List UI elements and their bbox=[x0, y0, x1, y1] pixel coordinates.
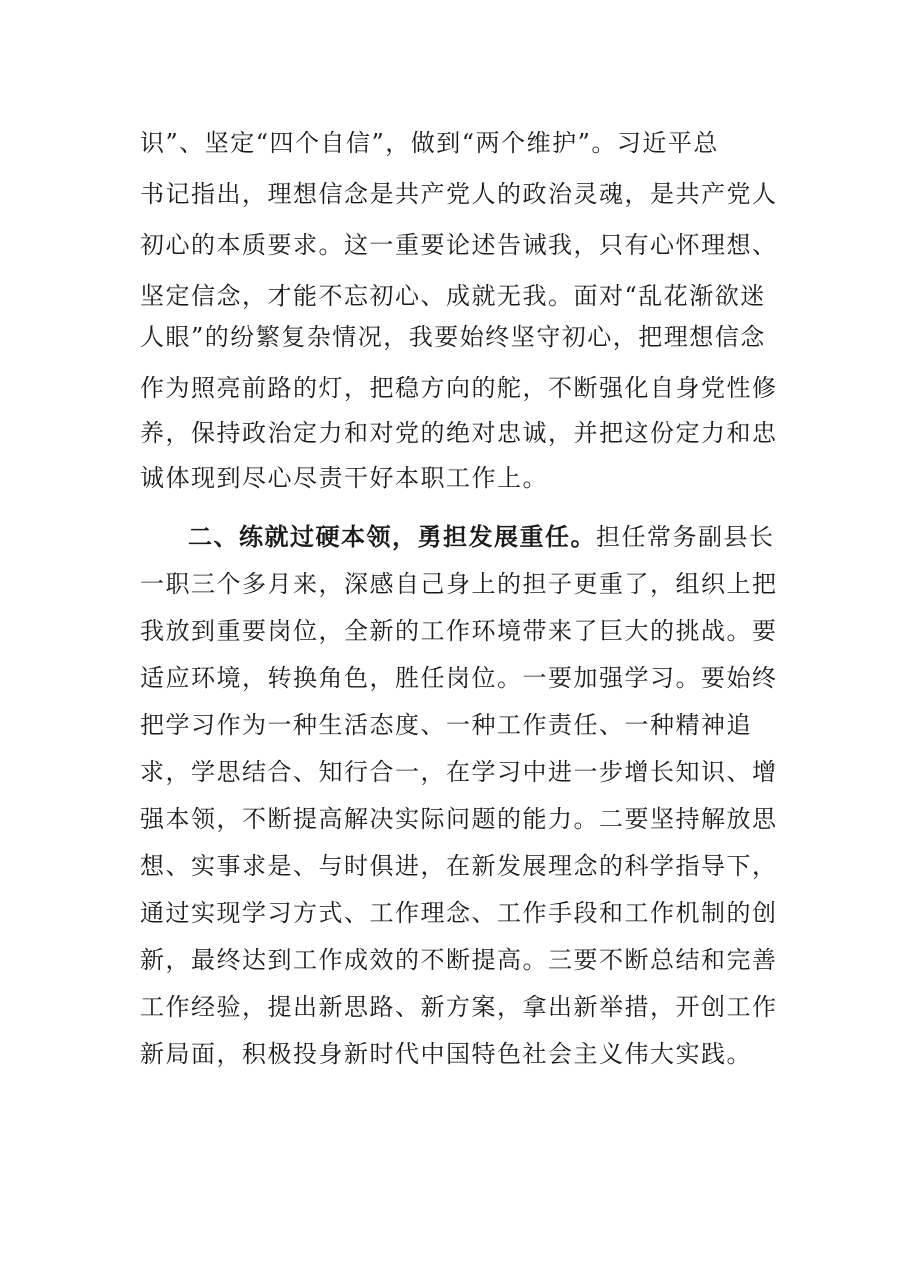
paragraph-1-line-7: 养，保持政治定力和对党的绝对忠诚，并把这份定力和忠 bbox=[140, 419, 778, 447]
paragraph-2-line-10: 新，最终达到工作成效的不断提高。三要不断总结和完善 bbox=[140, 946, 778, 974]
paragraph-1-line-3: 初心的本质要求。这一重要论述告诫我，只有心怀理想、 bbox=[140, 231, 778, 259]
paragraph-1-line-6: 作为照亮前路的灯，把稳方向的舵，不断强化自身党性修 bbox=[140, 374, 778, 402]
section-heading-continuation: 担任常务副县长 bbox=[596, 523, 775, 551]
section-heading: 二、练就过硬本领，勇担发展重任。 bbox=[188, 522, 596, 551]
paragraph-2-line-2: 一职三个多月来，深感自己身上的担子更重了，组织上把 bbox=[140, 570, 778, 598]
paragraph-1-line-8: 诚体现到尽心尽责干好本职工作上。 bbox=[140, 464, 548, 492]
paragraph-2-line-12: 新局面，积极投身新时代中国特色社会主义伟大实践。 bbox=[140, 1040, 752, 1068]
paragraph-2-line-8: 想、实事求是、与时俱进，在新发展理念的科学指导下， bbox=[140, 852, 778, 880]
paragraph-2-line-1 bbox=[188, 520, 775, 554]
paragraph-2-line-3: 我放到重要岗位，全新的工作环境带来了巨大的挑战。要 bbox=[140, 617, 778, 645]
paragraph-2-line-5: 把学习作为一种生活态度、一种工作责任、一种精神追 bbox=[140, 711, 752, 739]
paragraph-1-line-5: 人眼”的纷繁复杂情况，我要始终坚守初心，把理想信念 bbox=[140, 323, 766, 351]
paragraph-1-line-4: 坚定信念，才能不忘初心、成就无我。面对“乱花渐欲迷 bbox=[140, 282, 766, 310]
paragraph-2-line-4: 适应环境，转换角色，胜任岗位。一要加强学习。要始终 bbox=[140, 664, 778, 692]
paragraph-2-line-6: 求，学思结合、知行合一，在学习中进一步增长知识、增 bbox=[140, 758, 778, 786]
paragraph-1-line-2: 书记指出，理想信念是共产党人的政治灵魂，是共产党人 bbox=[140, 180, 778, 208]
paragraph-2-line-11: 工作经验，提出新思路、新方案，拿出新举措，开创工作 bbox=[140, 993, 778, 1021]
paragraph-2-line-9: 通过实现学习方式、工作理念、工作手段和工作机制的创 bbox=[140, 899, 778, 927]
paragraph-2-line-7: 强本领，不断提高解决实际问题的能力。二要坚持解放思 bbox=[140, 805, 778, 833]
paragraph-1-line-1: 识”、坚定“四个自信”，做到“两个维护”。习近平总 bbox=[140, 129, 719, 157]
